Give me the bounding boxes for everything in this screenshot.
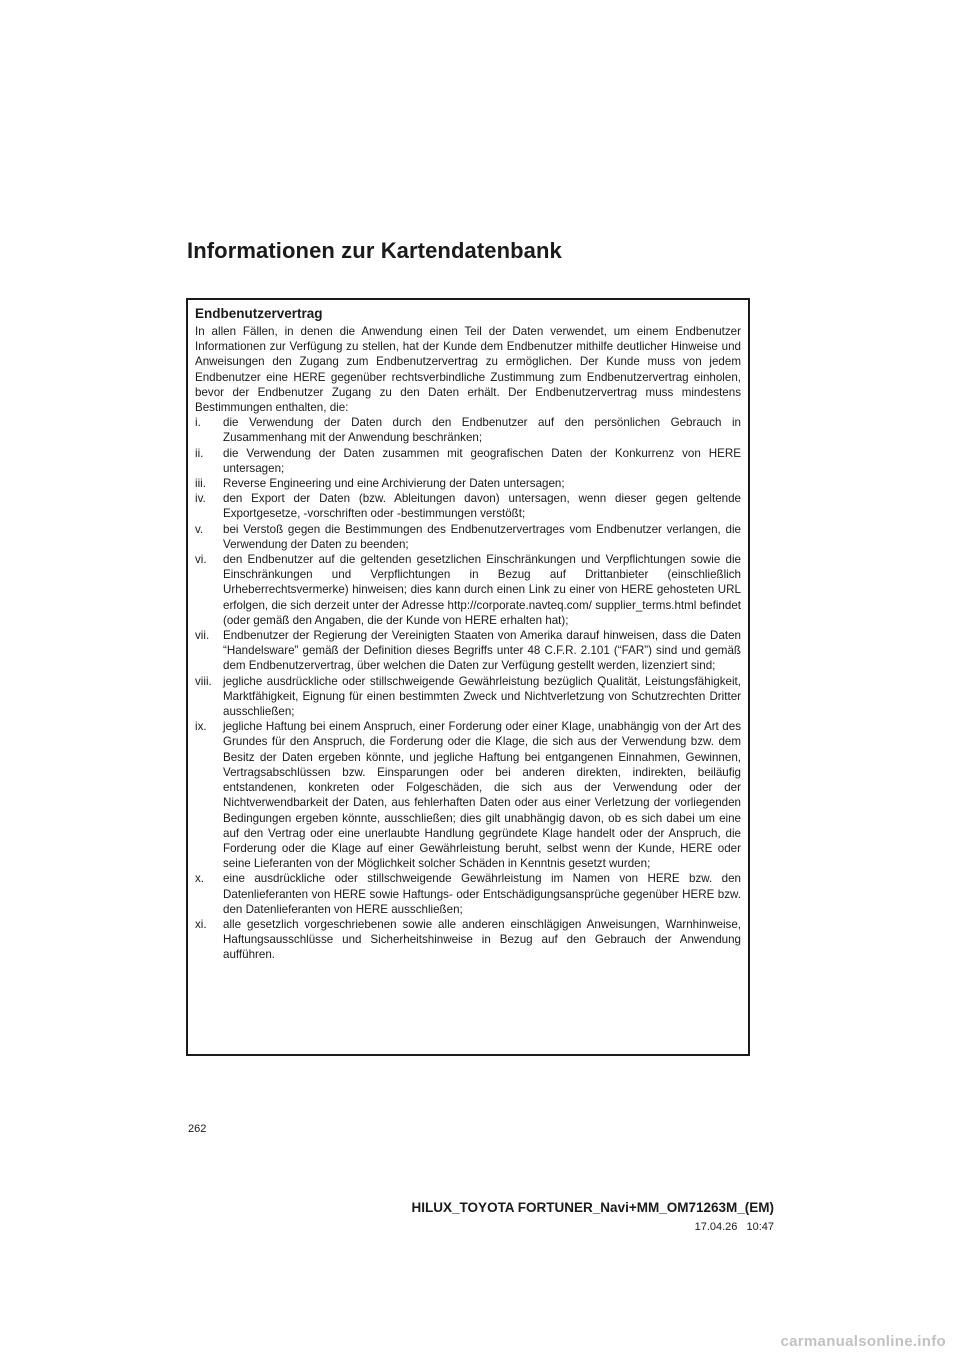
list-marker: iii. — [195, 477, 206, 491]
list-marker: xi. — [195, 917, 207, 931]
document-code: HILUX_TOYOTA FORTUNER_Navi+MM_OM71263M_(EM) — [411, 1200, 774, 1215]
list-item — [195, 476, 741, 491]
list-item — [195, 628, 741, 674]
list-item — [195, 552, 741, 628]
list-item-text: Endbenutzer der Regierung der Vereinigten Staaten von Amerika darauf hinweisen, dass die Daten “Handelsware” gemäß der Definition dieses Begriffs unter 48 C.F.R. 2.101 (“FAR”) sind und gemäß dem Endbenutzervertrag, über welchen die Daten zur Verfügung gestellt werden, lizenziert sind; — [223, 629, 741, 673]
list-marker: ii. — [195, 446, 204, 460]
list-item-text: die Verwendung der Daten zusammen mit geografischen Daten der Konkurrenz von HERE untersagen; — [223, 446, 741, 475]
agreement-intro: In allen Fällen, in denen die Anwendung einen Teil der Daten verwendet, um einem Endbenutzer Informationen zur Verfügung zu stellen, hat der Kunde dem Endbenutzer mithilfe deutlicher Hinweise und Anweisungen den Zugang zum Endbenutzervertrag zu ermöglichen. Der Kunde muss von jedem Endbenutzer eine HERE gegenüber rechtsverbindliche Zustimmung zum Endbenutzervertrag einholen, bevor der Endbenutzer Zugang zu den Daten erhält. Der Endbenutzervertrag muss mindestens Bestimmungen enthalten, die: — [195, 325, 741, 415]
list-item — [195, 674, 741, 720]
list-marker: x. — [195, 872, 205, 886]
list-marker: ix. — [195, 720, 207, 734]
list-item — [195, 415, 741, 445]
list-item — [195, 871, 741, 917]
list-item — [195, 522, 741, 552]
list-marker: iv. — [195, 492, 206, 506]
list-marker: v. — [195, 522, 204, 536]
list-marker: viii. — [195, 674, 212, 688]
list-item — [195, 917, 741, 963]
print-timestamp: 17.04.26 10:47 — [694, 1221, 774, 1233]
list-marker: i. — [195, 416, 201, 430]
end-user-agreement-box — [186, 298, 750, 1056]
watermark: carmanualsonline.info — [780, 1333, 946, 1350]
agreement-terms-list — [195, 415, 741, 962]
list-item-text: jegliche ausdrückliche oder stillschweigende Gewährleistung bezüglich Qualität, Leistungsfähigkeit, Marktfähigkeit, Eignung für einen bestimmten Zweck und Nichtverletzung von Schutzrechten Dritter ausschließen; — [223, 674, 741, 719]
list-item — [195, 719, 741, 871]
list-item-text: den Endbenutzer auf die geltenden gesetzlichen Einschränkungen und Verpflichtungen sowie die Einschränkungen und Verpflichtungen in Bezug auf Drittanbieter (einschließlich Urheberrechtsvermerke) hinweisen; dies kann durch einen Link zu einer von HERE gehosteten URL erfolgen, die sich derzeit unter der Adresse http://corporate.navteq.com/ supplier_terms.html befindet (oder gemäß den Angaben, die der Kunde von HERE erhalten hat); — [223, 553, 741, 627]
list-marker: vii. — [195, 629, 210, 643]
list-item-text: die Verwendung der Daten durch den Endbenutzer auf den persönlichen Gebrauch in Zusammenhang mit der Anwendung beschränken; — [223, 416, 741, 445]
list-item-text: jegliche Haftung bei einem Anspruch, einer Forderung oder einer Klage, unabhängig von der Art des Grundes für den Anspruch, die Forderung oder die Klage, die sich aus der Verwendung bzw. dem Besitz der Daten ergeben könnte, und jegliche Haftung bei entgangenen Einnahmen, Gewinnen, Vertragsabschlüssen bzw. Einsparungen oder bei anderen direkten, indirekten, beiläufig entstandenen, konkreten oder Folgeschäden, die sich aus der Verwendung oder der Nichtverwendbarkeit der Daten, aus fehlerhaften Daten oder aus einer Verletzung der vorliegenden Bedingungen ergeben könnte, ausschließen; dies gilt unabhängig davon, ob es sich dabei um eine auf den Vertrag oder eine unerlaubte Handlung gegründete Klage handelt oder der Anspruch, die Forderung oder die Klage auf einer Gewährleistung beruht, selbst wenn der Kunde, HERE oder seine Lieferanten von der Möglichkeit solcher Schäden in Kenntnis gesetzt wurden; — [223, 720, 741, 871]
list-item — [195, 491, 741, 521]
list-item — [195, 446, 741, 476]
list-marker: vi. — [195, 553, 207, 567]
list-item-text: eine ausdrückliche oder stillschweigende Gewährleistung im Namen von HERE bzw. den Datenlieferanten von HERE sowie Haftungs- oder Entschädigungsansprüche gegenüber HERE bzw. den Datenlieferanten von HERE ausschließen; — [223, 872, 741, 916]
list-item-text: alle gesetzlich vorgeschriebenen sowie alle anderen einschlägigen Anweisungen, Warnhinweise, Haftungsausschlüsse und Sicherheitshinweise in Bezug auf den Gebrauch der Anwendung aufführen. — [223, 917, 741, 962]
list-item-text: Reverse Engineering und eine Archivierung der Daten untersagen; — [223, 477, 565, 491]
page-number: 262 — [188, 1123, 207, 1135]
agreement-heading: Endbenutzervertrag — [195, 306, 323, 321]
page-title: Informationen zur Kartendatenbank — [187, 238, 562, 263]
list-item-text: den Export der Daten (bzw. Ableitungen davon) untersagen, wenn dieser gegen geltende Exportgesetze, -vorschriften oder -bestimmungen verstößt; — [223, 492, 741, 521]
list-item-text: bei Verstoß gegen die Bestimmungen des Endbenutzervertrages vom Endbenutzer verlangen, die Verwendung der Daten zu beenden; — [223, 522, 741, 551]
